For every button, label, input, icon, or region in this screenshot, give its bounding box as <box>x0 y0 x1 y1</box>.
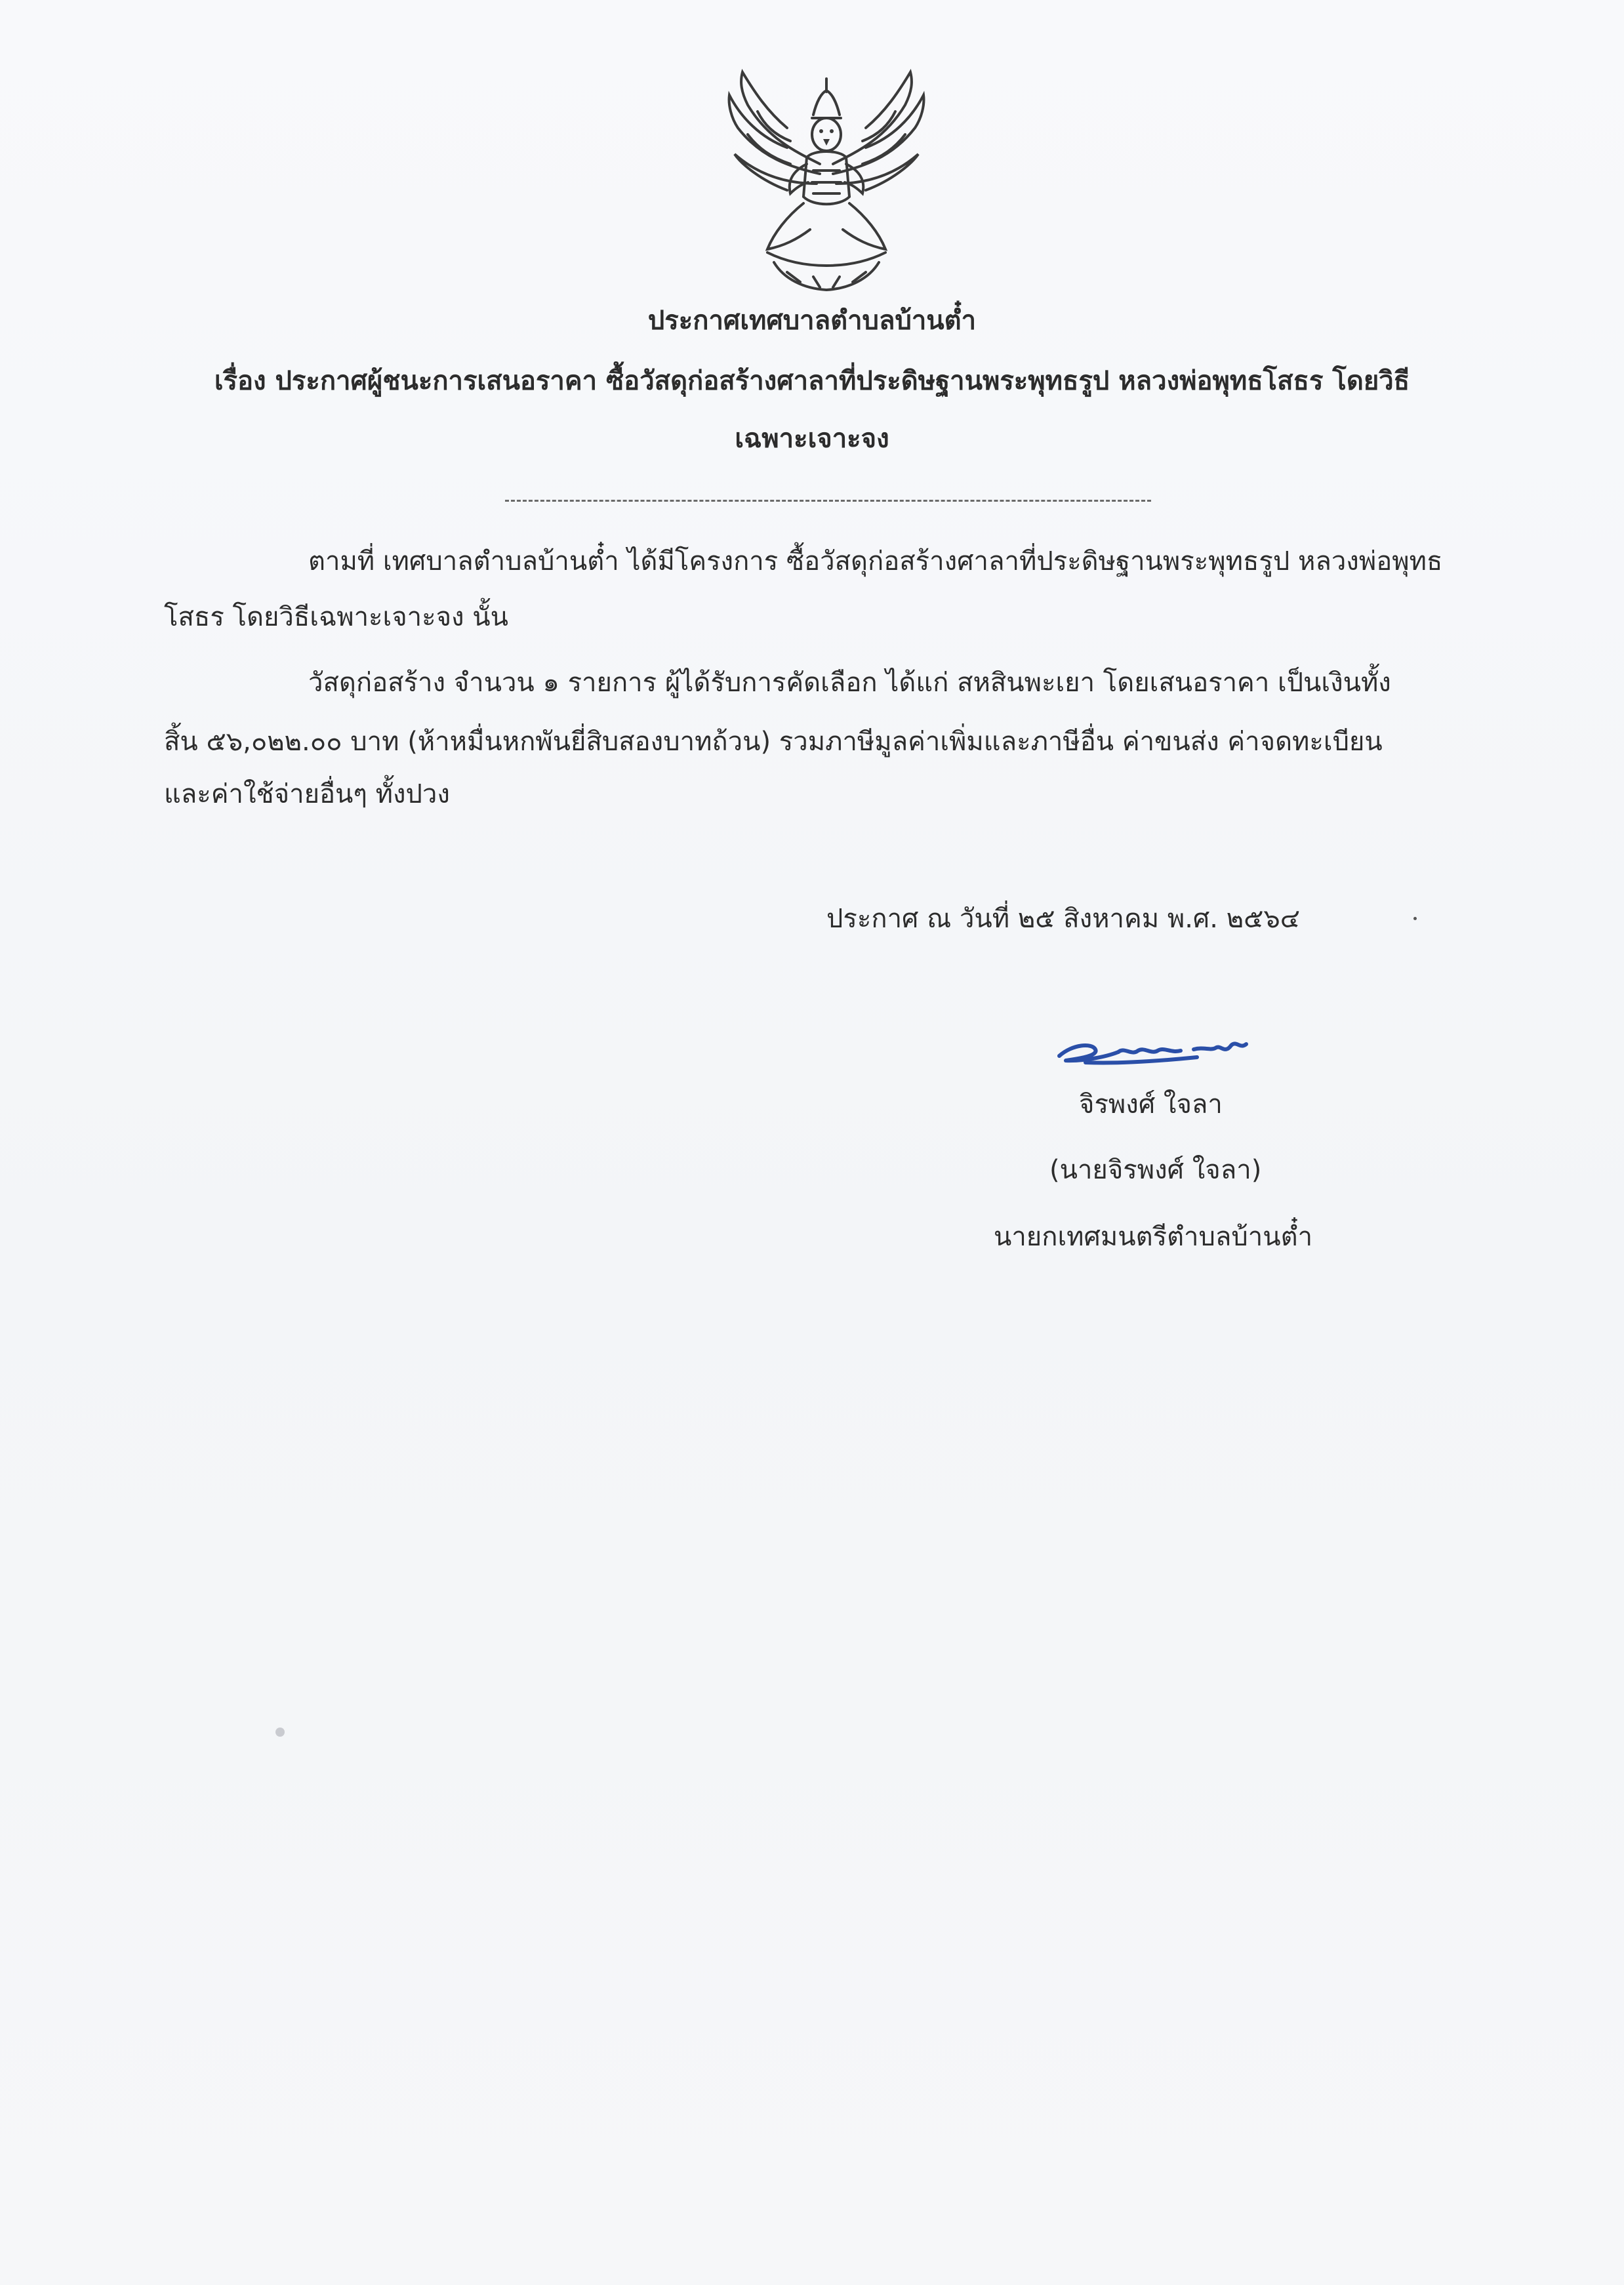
handwritten-signature <box>1046 1031 1256 1070</box>
signer-full-name: (นายจิรพงศ์ ใจลา) <box>1049 1155 1262 1185</box>
signer-title: นายกเทศมนตรีตำบลบ้านต๋ำ <box>994 1222 1313 1252</box>
paragraph-1-line-1: ตามที่ เทศบาลตำบลบ้านต๋ำ ได้มีโครงการ ซื้อวัสดุก่อสร้างศาลาที่ประดิษฐานพระพุทธรูป หลวงพ่อพุทธ <box>308 546 1443 576</box>
garuda-emblem-icon <box>721 66 931 298</box>
stray-mark <box>1413 917 1417 920</box>
paragraph-1-line-2: โสธร โดยวิธีเฉพาะเจาะจง นั้น <box>164 602 508 632</box>
paragraph-2-line-2: สิ้น ๕๖,๐๒๒.๐๐ บาท (ห้าหมื่นหกพันยี่สิบสองบาทถ้วน) รวมภาษีมูลค่าเพิ่มและภาษีอื่น ค่าขนส่ง ค่าจดทะเบียน <box>164 727 1383 757</box>
paragraph-2-line-3: และค่าใช้จ่ายอื่นๆ ทั้งปวง <box>164 779 450 809</box>
paragraph-2-line-1: วัสดุก่อสร้าง จำนวน ๑ รายการ ผู้ได้รับการคัดเลือก ได้แก่ สหสินพะเยา โดยเสนอราคา เป็นเงินทั้ง <box>308 668 1391 698</box>
subject-line-2: เฉพาะเจาะจง <box>735 424 889 454</box>
subject-line-1: เรื่อง ประกาศผู้ชนะการเสนอราคา ซื้อวัสดุก่อสร้างศาลาที่ประดิษฐานพระพุทธรูป หลวงพ่อพุทธโสธร โดยวิธี <box>214 366 1410 396</box>
announcement-date: ประกาศ ณ วันที่ ๒๕ สิงหาคม พ.ศ. ๒๕๖๔ <box>826 904 1301 934</box>
document-heading: ประกาศเทศบาลตำบลบ้านต๋ำ <box>647 306 977 336</box>
paper-smudge <box>275 1728 285 1737</box>
signer-name: จิรพงศ์ ใจลา <box>1079 1089 1223 1120</box>
heading-divider <box>505 500 1151 502</box>
